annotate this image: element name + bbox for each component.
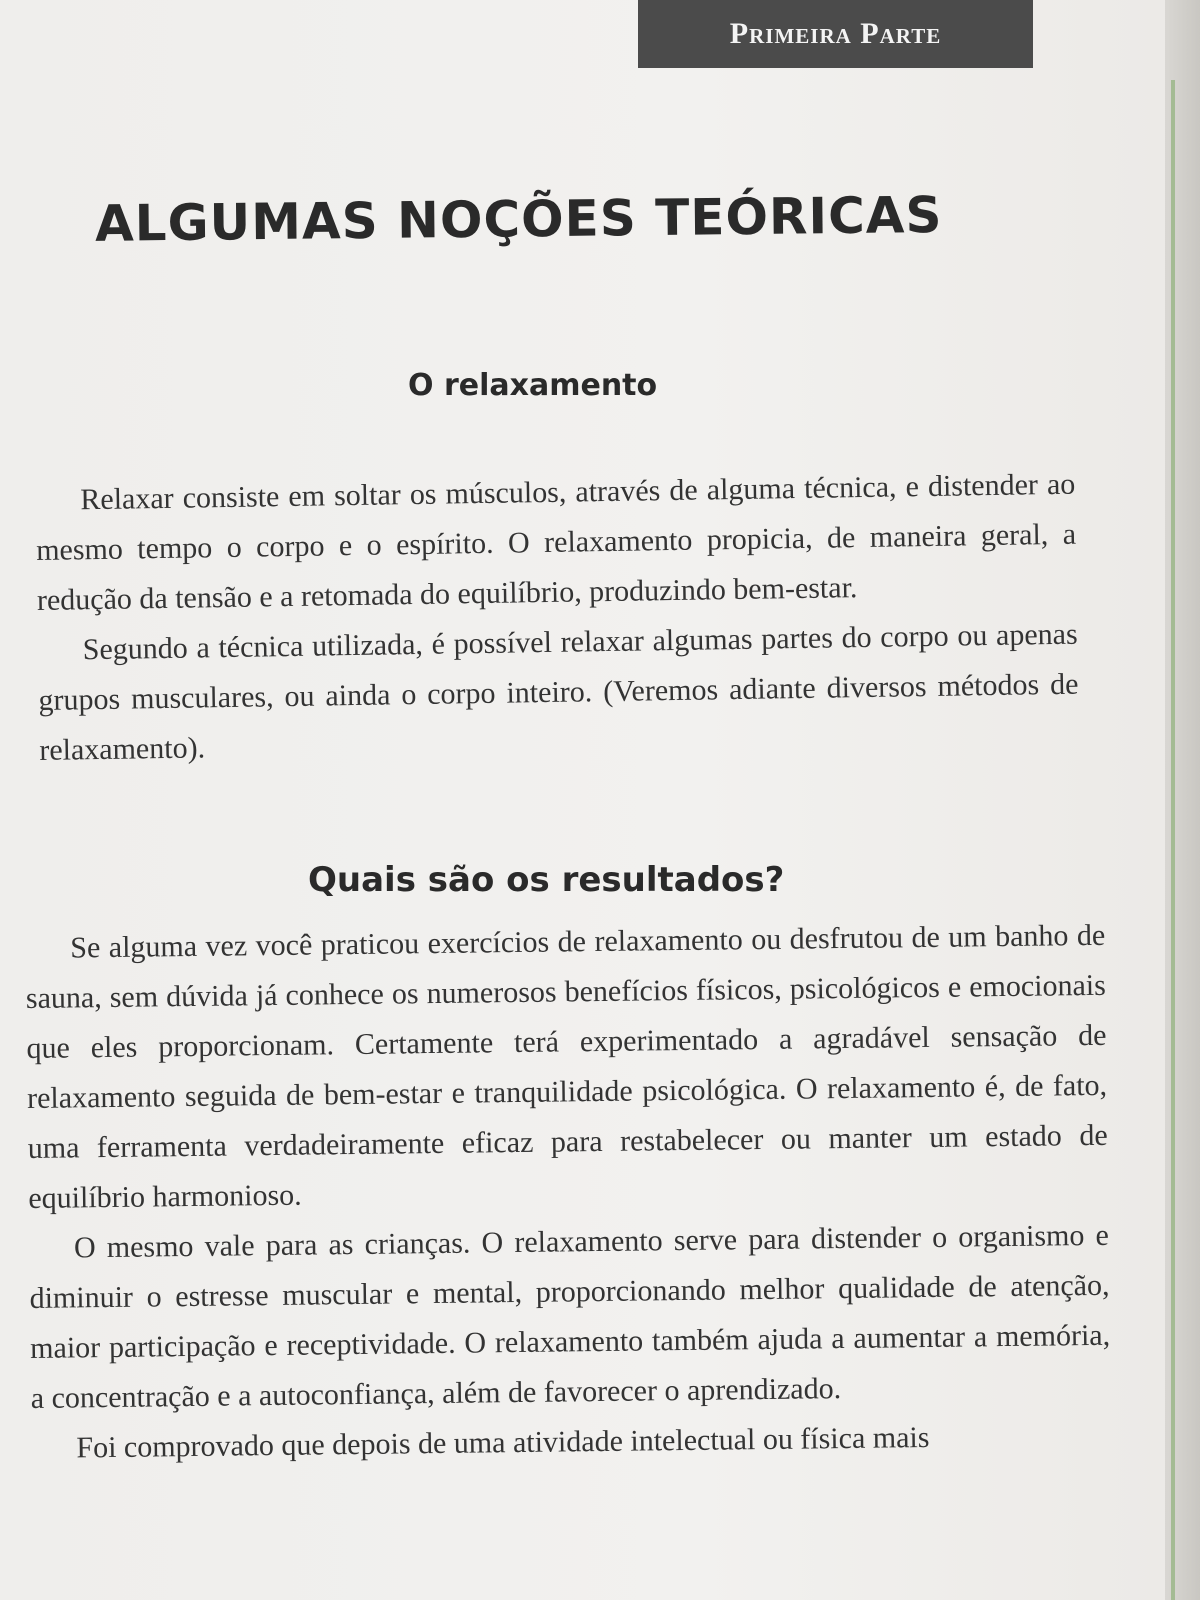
section-relaxamento-body — [35, 460, 1080, 776]
section-heading-resultados: Quais são os resultados? — [308, 860, 785, 900]
paragraph: O mesmo vale para as crianças. O relaxamento serve para distender o organismo e diminuir o estresse muscular e mental, proporcionando melhor qualidade de atenção, maior participação e receptividade. O relaxamento também ajuda a aumentar a memória, a concentração e a autoconfiança, além de favorecer o aprendizado. — [29, 1218, 1111, 1415]
paragraph: Se alguma vez você praticou exercícios de relaxamento ou desfrutou de um banho de sauna, sem dúvida já conhece os numerosos benefícios físicos, psicológicos e emocionais que eles proporcionam. Certamente terá experimentado a agradável sensação de relaxamento seguida de bem-estar e tranquilidade psicológica. O relaxamento é, de fato, uma ferramenta verdadeiramente eficaz para restabelecer ou manter um estado de equilíbrio harmonioso. — [25, 918, 1108, 1215]
section-heading-relaxamento: O relaxamento — [408, 368, 658, 403]
section-tab-label: Primeira Parte — [729, 17, 942, 50]
section-resultados-body — [25, 911, 1112, 1474]
paragraph: Relaxar consiste em soltar os músculos, através de alguma técnica, e distender ao mesmo tempo o corpo e o espírito. O relaxamento propicia, de maneira geral, a redução da tensão e a retomada do equilíbrio, produzindo bem-estar. — [35, 467, 1077, 617]
chapter-title: ALGUMAS NOÇÕES TEÓRICAS — [94, 185, 943, 253]
paragraph: Segundo a técnica utilizada, é possível relaxar algumas partes do corpo ou apenas grupos musculares, ou ainda o corpo inteiro. (Veremos adiante diversos métodos de relaxamento). — [38, 617, 1079, 767]
page-edge-stripe — [1171, 80, 1175, 1600]
page-edge — [1165, 0, 1200, 1600]
paragraph: Foi comprovado que depois de uma atividade intelectual ou física mais — [76, 1420, 930, 1465]
section-tab — [638, 0, 1033, 68]
